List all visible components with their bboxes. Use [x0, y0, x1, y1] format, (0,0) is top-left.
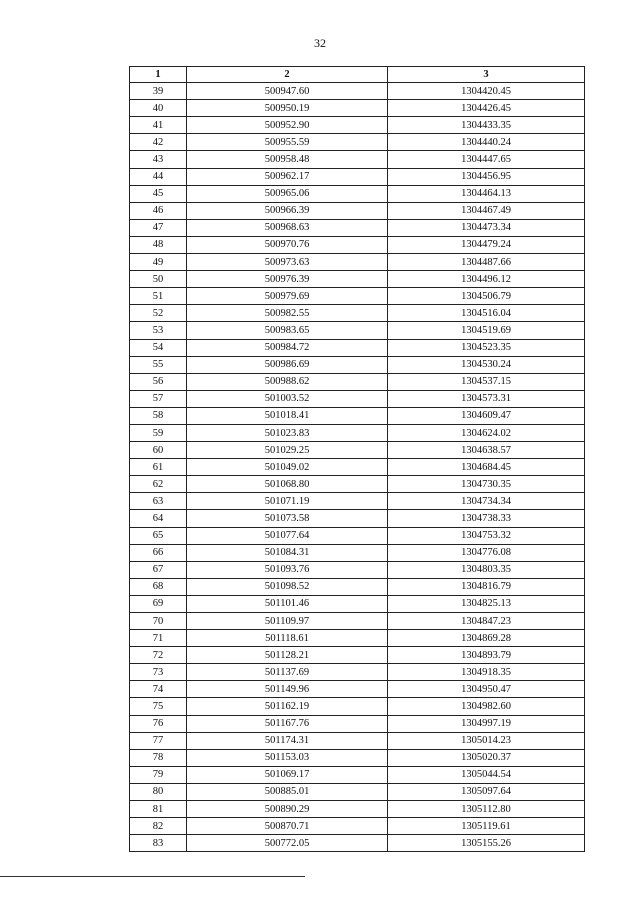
point-number-cell: 69 [130, 595, 187, 612]
y-coordinate-cell: 1304950.47 [388, 681, 585, 698]
x-coordinate-cell: 500979.69 [187, 288, 388, 305]
x-coordinate-cell: 500988.62 [187, 373, 388, 390]
point-number-cell: 59 [130, 424, 187, 441]
y-coordinate-cell: 1304825.13 [388, 595, 585, 612]
x-coordinate-cell: 500986.69 [187, 356, 388, 373]
x-coordinate-cell: 500947.60 [187, 83, 388, 100]
x-coordinate-cell: 500982.55 [187, 305, 388, 322]
point-number-cell: 58 [130, 407, 187, 424]
point-number-cell: 83 [130, 835, 187, 852]
x-coordinate-cell: 500965.06 [187, 185, 388, 202]
point-number-cell: 56 [130, 373, 187, 390]
table-row [130, 322, 585, 339]
y-coordinate-cell: 1304684.45 [388, 459, 585, 476]
x-coordinate-cell: 500970.76 [187, 236, 388, 253]
y-coordinate-cell: 1304730.35 [388, 476, 585, 493]
point-number-cell: 49 [130, 254, 187, 271]
x-coordinate-cell: 500983.65 [187, 322, 388, 339]
table-row [130, 236, 585, 253]
y-coordinate-cell: 1304519.69 [388, 322, 585, 339]
x-coordinate-cell: 501118.61 [187, 630, 388, 647]
table-row [130, 407, 585, 424]
table-row [130, 801, 585, 818]
table-row [130, 185, 585, 202]
point-number-cell: 68 [130, 578, 187, 595]
column-header-3: 3 [388, 67, 585, 83]
point-number-cell: 39 [130, 83, 187, 100]
table-row [130, 561, 585, 578]
x-coordinate-cell: 500870.71 [187, 818, 388, 835]
table-row [130, 339, 585, 356]
point-number-cell: 46 [130, 202, 187, 219]
y-coordinate-cell: 1305020.37 [388, 749, 585, 766]
y-coordinate-cell: 1305112.80 [388, 801, 585, 818]
x-coordinate-cell: 501084.31 [187, 544, 388, 561]
y-coordinate-cell: 1304473.34 [388, 219, 585, 236]
table-row [130, 766, 585, 783]
x-coordinate-cell: 500984.72 [187, 339, 388, 356]
point-number-cell: 75 [130, 698, 187, 715]
table-row [130, 219, 585, 236]
table-header [130, 67, 585, 83]
y-coordinate-cell: 1304447.65 [388, 151, 585, 168]
y-coordinate-cell: 1304753.32 [388, 527, 585, 544]
x-coordinate-cell: 501167.76 [187, 715, 388, 732]
point-number-cell: 80 [130, 783, 187, 800]
table-row [130, 476, 585, 493]
y-coordinate-cell: 1305155.26 [388, 835, 585, 852]
x-coordinate-cell: 501029.25 [187, 442, 388, 459]
table-row [130, 732, 585, 749]
y-coordinate-cell: 1304869.28 [388, 630, 585, 647]
x-coordinate-cell: 500952.90 [187, 117, 388, 134]
y-coordinate-cell: 1304530.24 [388, 356, 585, 373]
point-number-cell: 79 [130, 766, 187, 783]
point-number-cell: 45 [130, 185, 187, 202]
y-coordinate-cell: 1304467.49 [388, 202, 585, 219]
point-number-cell: 55 [130, 356, 187, 373]
table-row [130, 100, 585, 117]
x-coordinate-cell: 501174.31 [187, 732, 388, 749]
point-number-cell: 66 [130, 544, 187, 561]
table-row [130, 305, 585, 322]
x-coordinate-cell: 501162.19 [187, 698, 388, 715]
y-coordinate-cell: 1304496.12 [388, 271, 585, 288]
table-row [130, 134, 585, 151]
y-coordinate-cell: 1304918.35 [388, 664, 585, 681]
x-coordinate-cell: 501023.83 [187, 424, 388, 441]
y-coordinate-cell: 1305119.61 [388, 818, 585, 835]
y-coordinate-cell: 1304456.95 [388, 168, 585, 185]
y-coordinate-cell: 1304847.23 [388, 613, 585, 630]
y-coordinate-cell: 1304638.57 [388, 442, 585, 459]
x-coordinate-cell: 501071.19 [187, 493, 388, 510]
table-row [130, 818, 585, 835]
point-number-cell: 62 [130, 476, 187, 493]
table-row [130, 356, 585, 373]
x-coordinate-cell: 501109.97 [187, 613, 388, 630]
table-row [130, 493, 585, 510]
x-coordinate-cell: 501153.03 [187, 749, 388, 766]
point-number-cell: 70 [130, 613, 187, 630]
y-coordinate-cell: 1304516.04 [388, 305, 585, 322]
table-row [130, 202, 585, 219]
table-row [130, 83, 585, 100]
y-coordinate-cell: 1304426.45 [388, 100, 585, 117]
y-coordinate-cell: 1304433.35 [388, 117, 585, 134]
x-coordinate-cell: 500772.05 [187, 835, 388, 852]
point-number-cell: 48 [130, 236, 187, 253]
table-row [130, 544, 585, 561]
table-row [130, 749, 585, 766]
x-coordinate-cell: 500966.39 [187, 202, 388, 219]
header-row [130, 67, 585, 83]
table-row [130, 442, 585, 459]
table-row [130, 698, 585, 715]
point-number-cell: 61 [130, 459, 187, 476]
table-row [130, 664, 585, 681]
table-row [130, 459, 585, 476]
point-number-cell: 40 [130, 100, 187, 117]
x-coordinate-cell: 500962.17 [187, 168, 388, 185]
point-number-cell: 52 [130, 305, 187, 322]
y-coordinate-cell: 1304982.60 [388, 698, 585, 715]
column-header-2: 2 [187, 67, 388, 83]
y-coordinate-cell: 1304487.66 [388, 254, 585, 271]
x-coordinate-cell: 501149.96 [187, 681, 388, 698]
x-coordinate-cell: 500885.01 [187, 783, 388, 800]
point-number-cell: 74 [130, 681, 187, 698]
y-coordinate-cell: 1304997.19 [388, 715, 585, 732]
y-coordinate-cell: 1304816.79 [388, 578, 585, 595]
y-coordinate-cell: 1304893.79 [388, 647, 585, 664]
footnote-rule [0, 876, 305, 877]
y-coordinate-cell: 1304738.33 [388, 510, 585, 527]
x-coordinate-cell: 501069.17 [187, 766, 388, 783]
y-coordinate-cell: 1304609.47 [388, 407, 585, 424]
point-number-cell: 77 [130, 732, 187, 749]
x-coordinate-cell: 501093.76 [187, 561, 388, 578]
table-row [130, 271, 585, 288]
x-coordinate-cell: 500955.59 [187, 134, 388, 151]
table-row [130, 681, 585, 698]
table-row [130, 254, 585, 271]
point-number-cell: 47 [130, 219, 187, 236]
point-number-cell: 71 [130, 630, 187, 647]
table-row [130, 510, 585, 527]
point-number-cell: 73 [130, 664, 187, 681]
coordinates-table [129, 66, 585, 852]
table-row [130, 578, 585, 595]
table-row [130, 527, 585, 544]
point-number-cell: 42 [130, 134, 187, 151]
column-header-1: 1 [130, 67, 187, 83]
table-row [130, 390, 585, 407]
y-coordinate-cell: 1304506.79 [388, 288, 585, 305]
y-coordinate-cell: 1304479.24 [388, 236, 585, 253]
table-row [130, 151, 585, 168]
point-number-cell: 76 [130, 715, 187, 732]
point-number-cell: 65 [130, 527, 187, 544]
point-number-cell: 78 [130, 749, 187, 766]
table-row [130, 835, 585, 852]
x-coordinate-cell: 501098.52 [187, 578, 388, 595]
point-number-cell: 60 [130, 442, 187, 459]
point-number-cell: 67 [130, 561, 187, 578]
point-number-cell: 57 [130, 390, 187, 407]
x-coordinate-cell: 501068.80 [187, 476, 388, 493]
y-coordinate-cell: 1304440.24 [388, 134, 585, 151]
point-number-cell: 50 [130, 271, 187, 288]
x-coordinate-cell: 501003.52 [187, 390, 388, 407]
x-coordinate-cell: 500950.19 [187, 100, 388, 117]
point-number-cell: 82 [130, 818, 187, 835]
y-coordinate-cell: 1304803.35 [388, 561, 585, 578]
x-coordinate-cell: 501137.69 [187, 664, 388, 681]
x-coordinate-cell: 500890.29 [187, 801, 388, 818]
table-row [130, 715, 585, 732]
point-number-cell: 53 [130, 322, 187, 339]
y-coordinate-cell: 1304537.15 [388, 373, 585, 390]
table-row [130, 595, 585, 612]
table-row [130, 783, 585, 800]
point-number-cell: 72 [130, 647, 187, 664]
point-number-cell: 64 [130, 510, 187, 527]
y-coordinate-cell: 1304776.08 [388, 544, 585, 561]
y-coordinate-cell: 1304573.31 [388, 390, 585, 407]
y-coordinate-cell: 1304523.35 [388, 339, 585, 356]
x-coordinate-cell: 501073.58 [187, 510, 388, 527]
x-coordinate-cell: 501049.02 [187, 459, 388, 476]
point-number-cell: 63 [130, 493, 187, 510]
table-body [130, 83, 585, 852]
table-row [130, 117, 585, 134]
table-row [130, 647, 585, 664]
y-coordinate-cell: 1304734.34 [388, 493, 585, 510]
point-number-cell: 51 [130, 288, 187, 305]
y-coordinate-cell: 1304420.45 [388, 83, 585, 100]
point-number-cell: 41 [130, 117, 187, 134]
table-row [130, 373, 585, 390]
x-coordinate-cell: 501018.41 [187, 407, 388, 424]
x-coordinate-cell: 500958.48 [187, 151, 388, 168]
table-row [130, 613, 585, 630]
table-row [130, 630, 585, 647]
y-coordinate-cell: 1305014.23 [388, 732, 585, 749]
table-row [130, 288, 585, 305]
y-coordinate-cell: 1305044.54 [388, 766, 585, 783]
x-coordinate-cell: 500973.63 [187, 254, 388, 271]
table-row [130, 424, 585, 441]
point-number-cell: 54 [130, 339, 187, 356]
point-number-cell: 44 [130, 168, 187, 185]
x-coordinate-cell: 501101.46 [187, 595, 388, 612]
point-number-cell: 81 [130, 801, 187, 818]
x-coordinate-cell: 500976.39 [187, 271, 388, 288]
x-coordinate-cell: 500968.63 [187, 219, 388, 236]
y-coordinate-cell: 1304464.13 [388, 185, 585, 202]
y-coordinate-cell: 1305097.64 [388, 783, 585, 800]
table-row [130, 168, 585, 185]
x-coordinate-cell: 501128.21 [187, 647, 388, 664]
point-number-cell: 43 [130, 151, 187, 168]
x-coordinate-cell: 501077.64 [187, 527, 388, 544]
page-number: 32 [314, 36, 326, 50]
y-coordinate-cell: 1304624.02 [388, 424, 585, 441]
